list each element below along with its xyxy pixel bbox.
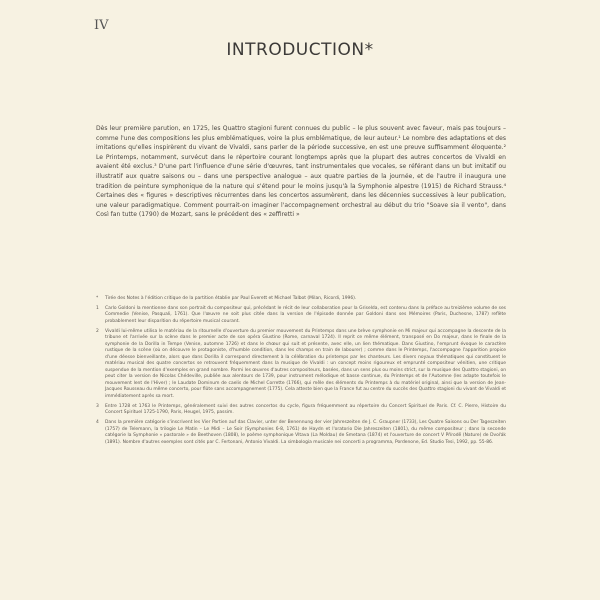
footnote-number: 3 [96,403,99,409]
footnote-number: * [96,296,99,301]
footnote-text: Dans la première catégorie s'inscrivent les Vier Partien auf das Clavier, unter der Benennung der vier Jahreszeiten de J. C. Graupner (1733), Les Quatre Saisons ou Der Tageszeiten (1757) de Telemann, la trilogie Le Matin – Le Midi – Le Soir (Symphonies 6-8, 1761) de Haydn et l'oratorio Die Jahreszeiten (1801), du même compositeur ; dans la seconde catégorie la Symphonie « pastorale » de Beethoven (1808), le poème symphonique Vltava (La Moldau) de Smetana (1874) et l'ouverture de concert V Přírodě (Nature) de Dvořák (1891). Nombre d'autres exemples sont cités par C. Fertonani, Antonio Vivaldi. La simbologia musicale nei concerti a programma, Pordenone, Ed. Studio Tesi, 1992, pp. 55-86. [105,420,506,445]
footnote-text: Tirée des Notes à l'édition critique de la partition établie par Paul Everett et Michael Talbot (Milan, Ricordi, 1996). [105,296,357,301]
footnote [96,404,506,417]
page-number: IV [94,18,109,33]
footnote [96,296,506,303]
body-paragraph: Dès leur première parution, en 1725, les Quattro stagioni furent connues du public – le plus souvent avec faveur, mais pas toujours – comme l'une des compositions les plus emblématiques, voire la plus emblématique, de leur auteur.¹ Le nombre des adaptations et des imitations qu'elles inspirèrent du vivant de Vivaldi, sans parler de la période successive, en est une preuve suffisamment éloquente.² Le Printemps, notamment, survécut dans le répertoire courant longtemps après que la plupart des autres concertos de Vivaldi en avaient été exclus.³ D'une part l'influence d'une série d'œuvres, tant instrumentales que vocales, se référant dans un but imitatif ou illustratif aux quatre saisons ou – dans une perspective analogue – aux quatre parties de la journée, et de l'autre il inaugura une tradition de peinture symphonique de la nature qui s'étend pour le moins jusqu'à la Symphonie alpestre (1915) de Richard Strauss.⁴ Certaines des « figures » descriptives récurrentes dans les concertos assumèrent, dans les décennies successives à leur publication, une valeur paradigmatique. Comment pourrait-on imaginer l'accompagnement orchestral au début du trio "Soave sia il vento", dans Così fan tutte (1790) de Mozart, sans le précédent des « zeffiretti » [96,125,506,219]
footnote-text: Carlo Goldoni la mentionne dans son portrait du compositeur qui, précédant le récit de leur collaboration pour la Griselda, est contenu dans la préface au treizième volume de ses Commedie (Venise, Pasquali, 1761). Que l'œuvre ne soit plus citée dans la version de l'épisode donnée par Goldoni dans ses Mémoires (Paris, Duchesne, 1787) reflète probablement leur disparition du répertoire musical courant. [105,305,506,324]
footnote-text: Entre 1728 et 1763 le Printemps, généralement suivi des autres concertos du cycle, figura fréquemment au répertoire du Concert Spirituel de Paris. Cf. C. Pierre, Histoire du Concert Spirituel 1725-1790, Paris, Heugel, 1975, passim. [105,403,506,416]
page-title: INTRODUCTION* [226,40,374,60]
footnote [96,329,506,401]
footnote-text: Vivaldi lui-même utilisa le matériau de la ritournelle d'ouverture du premier mouvement du Printemps dans une brève symphonie en Mi majeur qui accompagne la descente de la tribune et l'arrivée sur la scène dans le premier acte de son opéra Giustino (Rome, carnaval 1724). Il reprit ce même élément, transposé en Do majeur, dans le finale de la symphonie de la Dorilla in Tempe (Venise, automne 1726) et dans le chœur qui suit et présente, avec elle, un lien thématique. Dans Giustino, l'emprunt évoque le caractère rustique de la scène (où on découvre le protagoniste, d'humble condition, dans les champs en train de labourer) ; comme dans le Printemps, l'accompagne l'apparition propice d'une déesse bienveillante, alors que dans Dorilla il correspond directement à la célébration du printemps par les chanteurs. Les divers noyaux thématiques qui constituent le matériau musical des quatre concertos se retrouvent fréquemment dans la musique de Vivaldi : un concept moins rigoureux et emprunté compositeur vénitien, une critique suspendue de la mention d'exemples en grand nombre. Parmi les œuvres d'autres compositeurs, basées, dans un sens plus ou moins strict, sur la musique des Quattro stagioni, on peut citer la version de Nicolas Chédeville, publiée aux alentours de 1739, pour instrument mélodique et basse continue, du Printemps et de l'Automne (les adapte toutefois le mouvement lent de l'Hiver) ; le Laudate Dominum de caelis de Michel Corrette (1766), qui mêle des éléments du Printemps à du matériel original, ainsi que la version de Jean-Jacques Rousseau du même concerto, pour flûte sans accompagnement (1775). Cela atteste bien que la France fut au centre du succès des Quattro stagioni du vivant de Vivaldi et immédiatement après sa mort. [105,328,507,400]
footnote [96,306,506,326]
footnotes [96,296,506,449]
footnote [96,420,506,446]
footnote-number: 2 [96,328,99,334]
footnote-number: 4 [96,420,99,426]
footnote-number: 1 [96,305,99,311]
